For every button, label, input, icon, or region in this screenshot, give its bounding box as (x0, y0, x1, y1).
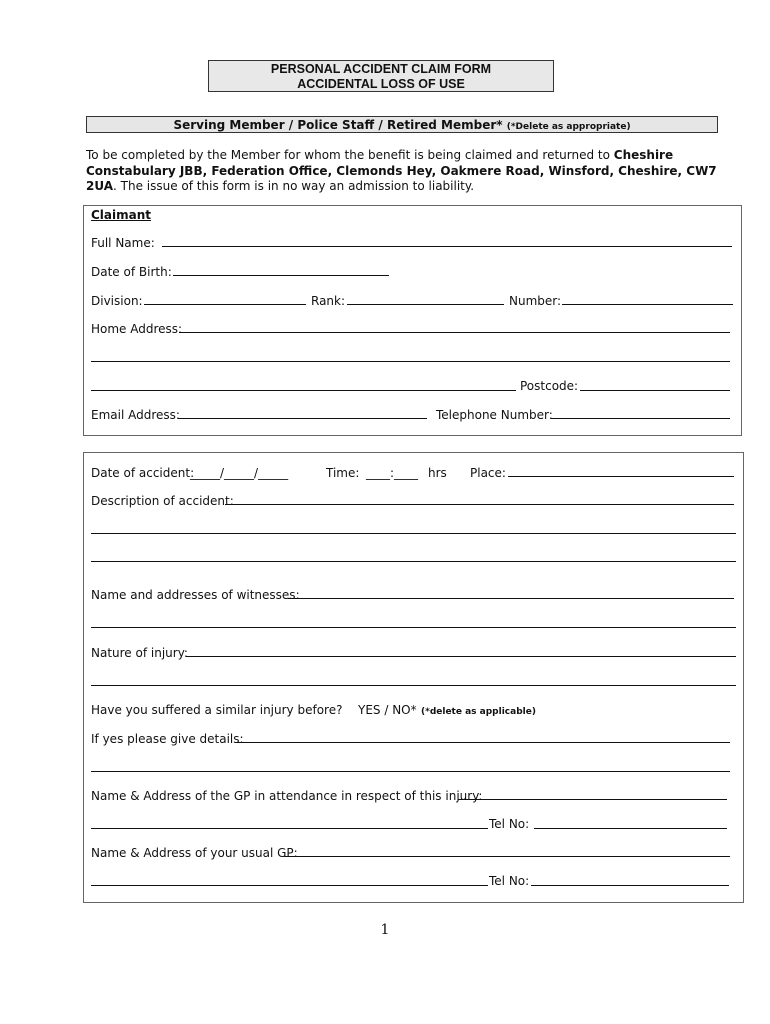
place-label: Place: (470, 466, 506, 480)
accident-date-label: Date of accident: (91, 466, 195, 480)
nature-field-1[interactable] (186, 656, 736, 657)
full-name-label: Full Name: (91, 236, 155, 250)
yes-no-note: (*delete as applicable) (421, 707, 536, 717)
nature-field-2[interactable] (91, 685, 736, 686)
description-field-2[interactable] (91, 533, 736, 534)
intro-text-a: To be completed by the Member for whom the benefit is being claimed and returned to (86, 148, 614, 162)
witnesses-field-1[interactable] (288, 598, 734, 599)
gp-attendance-tel-field[interactable] (534, 828, 727, 829)
rank-field[interactable] (347, 304, 504, 305)
home-address-field-3[interactable] (91, 390, 516, 391)
claimant-heading: Claimant (91, 208, 152, 222)
intro-text-b: . The issue of this form is in no way an admission to liability. (113, 179, 475, 193)
home-address-field-1[interactable] (179, 332, 730, 333)
similar-injury-label: Have you suffered a similar injury before? (91, 703, 343, 717)
yes-no-option[interactable]: YES / NO* (358, 703, 417, 717)
hrs-label: hrs (428, 466, 447, 480)
page-number: 1 (380, 922, 390, 938)
member-type-box (86, 116, 718, 133)
intro-paragraph (86, 148, 726, 195)
witnesses-field-2[interactable] (91, 627, 736, 628)
gp-attendance-label: Name & Address of the GP in attendance in respect of this injury: (91, 789, 483, 803)
accident-time-label: Time: (326, 466, 360, 480)
place-field[interactable] (508, 476, 734, 477)
gp-attendance-field[interactable] (458, 799, 727, 800)
description-field-1[interactable] (225, 504, 734, 505)
claimant-panel (83, 205, 742, 436)
rank-label: Rank: (311, 294, 346, 308)
telephone-label: Telephone Number: (436, 408, 553, 422)
gp-attendance-address-field[interactable] (91, 828, 488, 829)
accident-date-field[interactable]: _____/_____/_____ (190, 466, 289, 480)
home-address-label: Home Address: (91, 322, 183, 336)
telephone-field[interactable] (551, 418, 730, 419)
form-title-box (208, 60, 554, 92)
home-address-field-2[interactable] (91, 361, 730, 362)
usual-gp-tel-label: Tel No: (489, 874, 530, 888)
usual-gp-field[interactable] (284, 856, 730, 857)
dob-field[interactable] (173, 275, 389, 276)
description-label: Description of accident: (91, 494, 234, 508)
form-title-line2: ACCIDENTAL LOSS OF USE (297, 77, 465, 91)
number-field[interactable] (562, 304, 733, 305)
description-field-3[interactable] (91, 561, 736, 562)
nature-label: Nature of injury: (91, 646, 188, 660)
gp-attendance-tel-label: Tel No: (489, 817, 530, 831)
form-title-line1: PERSONAL ACCIDENT CLAIM FORM (270, 62, 492, 76)
accident-time-field[interactable]: ____:____ (366, 466, 419, 480)
email-field[interactable] (178, 418, 427, 419)
accident-panel (83, 452, 744, 903)
postcode-field[interactable] (580, 390, 730, 391)
usual-gp-address-field[interactable] (91, 885, 488, 886)
member-type-label: Serving Member / Police Staff / Retired Member* (173, 118, 503, 132)
return-address: Cheshire Constabulary JBB, Federation Office, Clemonds Hey, Oakmere Road, Winsford, Cheshire, CW7 2UA (86, 148, 717, 193)
number-label: Number: (509, 294, 562, 308)
postcode-label: Postcode: (520, 379, 579, 393)
usual-gp-label: Name & Address of your usual GP: (91, 846, 298, 860)
witnesses-label: Name and addresses of witnesses: (91, 588, 300, 602)
email-label: Email Address: (91, 408, 180, 422)
division-label: Division: (91, 294, 143, 308)
details-label: If yes please give details: (91, 732, 244, 746)
member-type-note: (*Delete as appropriate) (506, 122, 631, 132)
details-field-2[interactable] (91, 771, 730, 772)
usual-gp-tel-field[interactable] (531, 885, 729, 886)
details-field-1[interactable] (235, 742, 730, 743)
full-name-field[interactable] (162, 246, 732, 247)
division-field[interactable] (144, 304, 306, 305)
dob-label: Date of Birth: (91, 265, 172, 279)
